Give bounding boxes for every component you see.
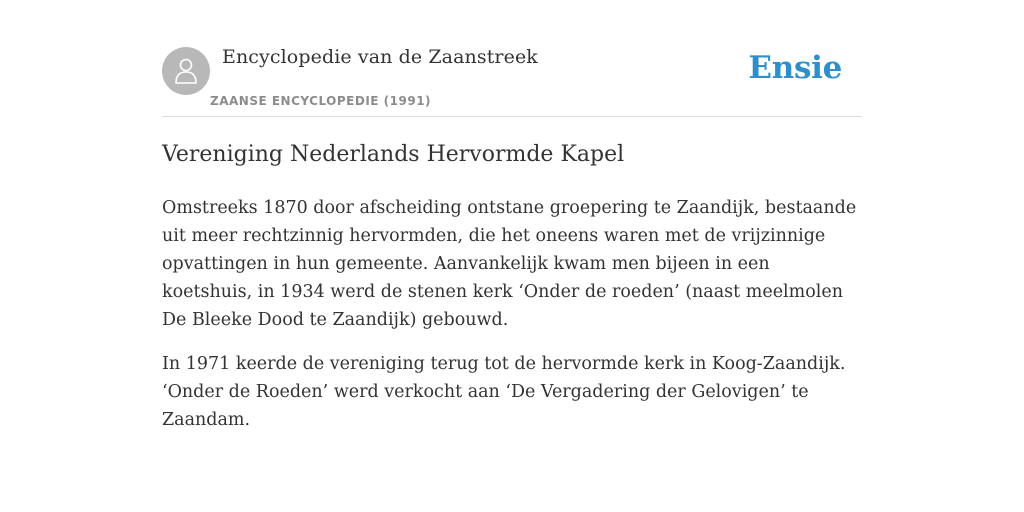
source-header — [162, 44, 862, 117]
ensie-logo[interactable]: Ensie — [748, 50, 842, 86]
article-paragraph: In 1971 keerde de vereniging terug tot de hervormde kerk in Koog-Zaandijk. ‘Onder de Roeden’ werd verkocht aan ‘De Vergadering der Gelovigen’ te Zaandam. — [162, 354, 846, 430]
user-icon — [173, 57, 199, 85]
source-title[interactable]: Encyclopedie van de Zaanstreek — [222, 46, 538, 68]
article-paragraph: Omstreeks 1870 door afscheiding ontstane groepering te Zaandijk, bestaande uit meer rechtzinnig hervormden, die het oneens waren met de vrijzinnige opvattingen in hun gemeente. Aanvankelijk kwam men bijeen in een koetshuis, in 1934 werd de stenen kerk ‘Onder de roeden’ (naast meelmolen De Bleeke Dood te Zaandijk) gebouwd. — [162, 198, 857, 330]
source-avatar[interactable] — [162, 47, 210, 95]
article-title: Vereniging Nederlands Hervormde Kapel — [162, 142, 625, 167]
source-subtitle: ZAANSE ENCYCLOPEDIE (1991) — [210, 94, 432, 108]
article — [162, 138, 862, 450]
